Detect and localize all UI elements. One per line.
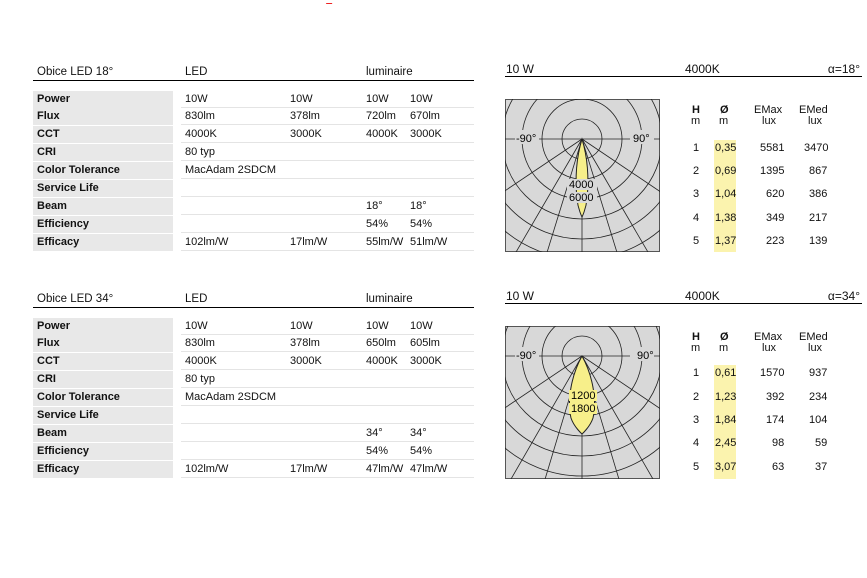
h-header: H xyxy=(692,331,700,343)
luminaire-value-1: 54% xyxy=(366,218,389,230)
luminaire-value-1: 55lm/W xyxy=(366,236,404,248)
led-value-1: 830lm xyxy=(185,337,215,349)
d-unit: m xyxy=(719,342,729,354)
row-divider xyxy=(181,160,474,161)
ring-label-1: 4000 xyxy=(569,179,594,191)
row-divider xyxy=(181,423,474,424)
ring-label-2: 1800 xyxy=(571,403,596,415)
spec-header xyxy=(33,293,474,308)
table-cell-h: 1 xyxy=(693,367,700,379)
led-value-1: 80 typ xyxy=(185,373,215,385)
table-cell-emed: 104 xyxy=(809,414,828,426)
table-cell-emax: 349 xyxy=(766,212,785,224)
table-cell-d: 0,61 xyxy=(715,367,737,379)
ring-label-2: 6000 xyxy=(569,192,594,204)
row-divider xyxy=(181,477,474,478)
luminaire-value-2: 10W xyxy=(410,93,433,105)
luminaire-value-2: 10W xyxy=(410,320,433,332)
row-divider xyxy=(181,142,474,143)
table-cell-emed: 37 xyxy=(815,461,828,473)
row-divider xyxy=(181,214,474,215)
table-cell-h: 2 xyxy=(693,391,700,403)
table-cell-emed: 386 xyxy=(809,188,828,200)
diagram-header xyxy=(505,289,862,304)
d-header: Ø xyxy=(720,104,729,116)
luminaire-value-1: 47lm/W xyxy=(366,463,404,475)
emed-unit: lux xyxy=(808,115,823,127)
led-value-2: 3000K xyxy=(290,128,322,140)
row-divider xyxy=(181,178,474,179)
row-label: Power xyxy=(33,91,173,108)
emax-unit: lux xyxy=(762,115,777,127)
h-unit: m xyxy=(691,342,701,354)
table-cell-emed: 3470 xyxy=(804,142,829,154)
led-value-1: MacAdam 2SDCM xyxy=(185,164,277,176)
luminaire-value-2: 54% xyxy=(410,218,433,230)
right-angle-label: 90° xyxy=(637,350,654,362)
row-divider xyxy=(181,405,474,406)
led-value-2: 378lm xyxy=(290,110,320,122)
spec-row-flux xyxy=(33,108,474,126)
row-label: Service Life xyxy=(33,180,173,197)
table-cell-emax: 1395 xyxy=(760,165,785,177)
emax-header: EMax xyxy=(754,104,783,116)
spec-row-color-tolerance xyxy=(33,389,474,407)
power-label: 10 W xyxy=(506,289,535,303)
luminaire-value-2: 34° xyxy=(410,427,427,439)
beam-angle-label: α=18° xyxy=(827,62,860,76)
luminaire-value-1: 650lm xyxy=(366,337,396,349)
spec-row-power xyxy=(33,318,474,336)
luminaire-value-1: 34° xyxy=(366,427,383,439)
table-cell-emax: 63 xyxy=(772,461,785,473)
table-cell-emax: 5581 xyxy=(760,142,785,154)
table-cell-d: 1,38 xyxy=(715,212,737,224)
row-label: CCT xyxy=(33,126,173,143)
cct-label: 4000K xyxy=(685,289,720,303)
luminaire-value-2: 18° xyxy=(410,200,427,212)
table-cell-d: 3,07 xyxy=(715,461,737,473)
luminaire-value-2: 3000K xyxy=(410,128,442,140)
row-label: Beam xyxy=(33,425,173,442)
luminaire-value-1: 4000K xyxy=(366,355,398,367)
luminaire-value-2: 47lm/W xyxy=(410,463,448,475)
luminaire-value-2: 51lm/W xyxy=(410,236,448,248)
table-cell-emed: 867 xyxy=(809,165,828,177)
d-header: Ø xyxy=(720,331,729,343)
row-label: Service Life xyxy=(33,407,173,424)
illuminance-table xyxy=(690,102,862,252)
spec-row-beam xyxy=(33,425,474,443)
row-divider xyxy=(181,351,474,352)
luminaire-value-1: 4000K xyxy=(366,128,398,140)
led-value-1: 10W xyxy=(185,93,208,105)
table-cell-h: 3 xyxy=(693,414,700,426)
h-header: H xyxy=(692,104,700,116)
row-label: Efficiency xyxy=(33,216,173,233)
spec-row-service-life xyxy=(33,407,474,425)
row-label: Flux xyxy=(33,335,173,352)
luminaire-value-2: 670lm xyxy=(410,110,440,122)
table-cell-emed: 139 xyxy=(809,235,828,247)
row-label: CRI xyxy=(33,144,173,161)
spec-row-power xyxy=(33,91,474,109)
spec-row-cri xyxy=(33,144,474,162)
table-cell-h: 5 xyxy=(693,461,700,473)
emed-header: EMed xyxy=(799,331,828,343)
table-cell-d: 1,84 xyxy=(715,414,737,426)
table-cell-d: 2,45 xyxy=(715,437,737,449)
led-column-header: LED xyxy=(185,293,208,305)
table-cell-emax: 98 xyxy=(772,437,785,449)
table-cell-emed: 217 xyxy=(809,212,828,224)
table-cell-emed: 937 xyxy=(809,367,828,379)
table-cell-emax: 1570 xyxy=(760,367,785,379)
diagram-header xyxy=(505,62,862,77)
table-cell-h: 3 xyxy=(693,188,700,200)
led-value-1: 4000K xyxy=(185,128,217,140)
cct-label: 4000K xyxy=(685,62,720,76)
illuminance-table xyxy=(690,329,862,479)
luminaire-column-header: luminaire xyxy=(366,66,413,78)
luminaire-value-1: 54% xyxy=(366,445,389,457)
red-mark xyxy=(326,0,334,4)
table-cell-d: 1,37 xyxy=(715,235,737,247)
led-value-2: 10W xyxy=(290,93,313,105)
d-unit: m xyxy=(719,115,729,127)
beam-angle-label: α=34° xyxy=(827,289,860,303)
row-divider xyxy=(181,387,474,388)
luminaire-column-header: luminaire xyxy=(366,293,413,305)
luminaire-value-1: 18° xyxy=(366,200,383,212)
spec-row-efficiency xyxy=(33,443,474,461)
spec-row-efficacy xyxy=(33,234,474,252)
led-value-2: 17lm/W xyxy=(290,463,328,475)
row-label: Efficacy xyxy=(33,461,173,478)
row-label: Flux xyxy=(33,108,173,125)
table-cell-emax: 392 xyxy=(766,391,785,403)
luminaire-value-1: 10W xyxy=(366,320,389,332)
emed-header: EMed xyxy=(799,104,828,116)
luminaire-value-2: 605lm xyxy=(410,337,440,349)
table-cell-d: 0,69 xyxy=(715,165,737,177)
led-value-2: 378lm xyxy=(290,337,320,349)
led-value-1: 10W xyxy=(185,320,208,332)
table-cell-h: 1 xyxy=(693,142,700,154)
polar-diagram xyxy=(505,99,660,252)
row-label: CCT xyxy=(33,353,173,370)
spec-row-efficiency xyxy=(33,216,474,234)
spec-row-color-tolerance xyxy=(33,162,474,180)
row-divider xyxy=(181,196,474,197)
spec-row-flux xyxy=(33,335,474,353)
luminaire-value-1: 10W xyxy=(366,93,389,105)
luminaire-value-1: 720lm xyxy=(366,110,396,122)
luminaire-value-2: 3000K xyxy=(410,355,442,367)
spec-row-cct xyxy=(33,126,474,144)
table-cell-d: 1,23 xyxy=(715,391,737,403)
led-column-header: LED xyxy=(185,66,208,78)
row-divider xyxy=(181,250,474,251)
row-label: Color Tolerance xyxy=(33,162,173,179)
emed-unit: lux xyxy=(808,342,823,354)
luminaire-value-2: 54% xyxy=(410,445,433,457)
led-value-1: MacAdam 2SDCM xyxy=(185,391,277,403)
led-value-1: 102lm/W xyxy=(185,463,229,475)
ring-label-1: 1200 xyxy=(571,390,596,402)
row-divider xyxy=(181,232,474,233)
table-cell-emed: 59 xyxy=(815,437,828,449)
polar-diagram xyxy=(505,326,660,479)
table-cell-emed: 234 xyxy=(809,391,828,403)
row-label: Efficacy xyxy=(33,234,173,251)
h-unit: m xyxy=(691,115,701,127)
led-value-1: 4000K xyxy=(185,355,217,367)
row-divider xyxy=(181,369,474,370)
row-label: Beam xyxy=(33,198,173,215)
spec-row-cct xyxy=(33,353,474,371)
led-value-1: 830lm xyxy=(185,110,215,122)
product-title: Obice LED 34° xyxy=(37,293,114,305)
spec-row-beam xyxy=(33,198,474,216)
row-divider xyxy=(181,459,474,460)
spec-row-efficacy xyxy=(33,461,474,479)
left-angle-label: -90° xyxy=(516,350,537,362)
left-angle-label: -90° xyxy=(516,133,537,145)
row-label: Efficiency xyxy=(33,443,173,460)
table-cell-h: 4 xyxy=(693,212,700,224)
led-value-2: 3000K xyxy=(290,355,322,367)
product-title: Obice LED 18° xyxy=(37,66,114,78)
emax-unit: lux xyxy=(762,342,777,354)
table-cell-h: 5 xyxy=(693,235,700,247)
led-value-2: 10W xyxy=(290,320,313,332)
spec-row-service-life xyxy=(33,180,474,198)
table-cell-emax: 620 xyxy=(766,188,785,200)
right-angle-label: 90° xyxy=(633,133,650,145)
table-cell-h: 4 xyxy=(693,437,700,449)
power-label: 10 W xyxy=(506,62,535,76)
table-cell-d: 0,35 xyxy=(715,142,737,154)
table-cell-h: 2 xyxy=(693,165,700,177)
emax-header: EMax xyxy=(754,331,783,343)
spec-row-cri xyxy=(33,371,474,389)
led-value-1: 80 typ xyxy=(185,146,215,158)
table-cell-emax: 174 xyxy=(766,414,785,426)
row-label: CRI xyxy=(33,371,173,388)
spec-header xyxy=(33,66,474,81)
row-label: Power xyxy=(33,318,173,335)
table-cell-d: 1,04 xyxy=(715,188,737,200)
row-divider xyxy=(181,441,474,442)
table-cell-emax: 223 xyxy=(766,235,785,247)
row-divider xyxy=(181,124,474,125)
led-value-1: 102lm/W xyxy=(185,236,229,248)
led-value-2: 17lm/W xyxy=(290,236,328,248)
row-label: Color Tolerance xyxy=(33,389,173,406)
